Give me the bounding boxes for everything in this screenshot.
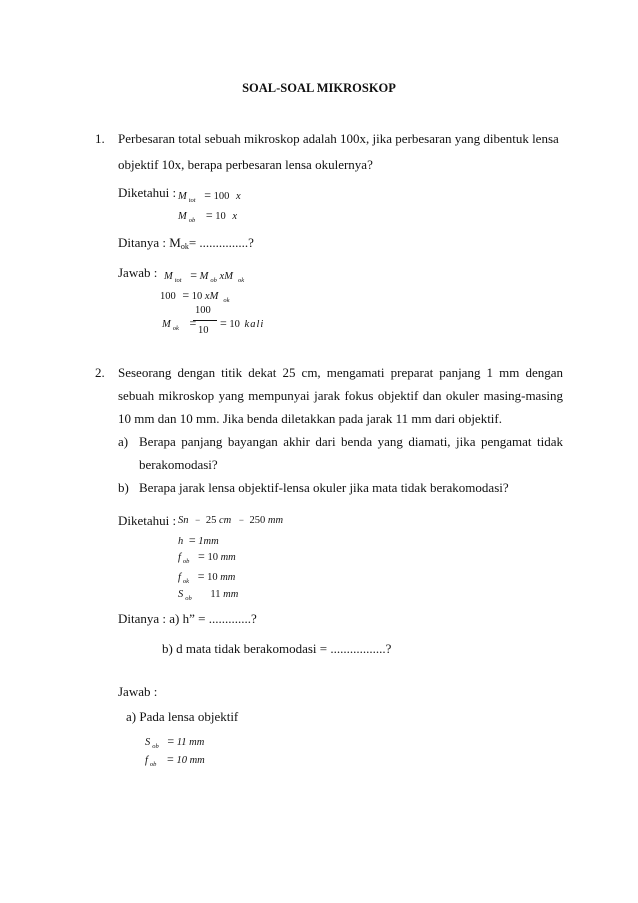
q2-part-b-text: Berapa jarak lensa objektif-lensa okuler jika mata tidak berakomodasi?	[139, 480, 509, 495]
value-10-mm: 10 mm	[176, 755, 205, 766]
q2-given-h	[178, 533, 219, 548]
value-10: 10	[207, 572, 218, 583]
symbol-xM: xM	[219, 271, 233, 282]
q1-answer-line-1	[164, 268, 244, 283]
value-10: 10	[215, 211, 226, 222]
q1-fraction-bar	[193, 320, 217, 321]
symbol-xM: xM	[204, 291, 219, 302]
subscript-tot: tot	[188, 197, 196, 204]
unit-mm: mm	[220, 572, 236, 583]
question-1-line-2: objektif 10x, berapa perbesaran lensa okulernya?	[118, 157, 373, 172]
unit-cm: cm	[218, 515, 232, 526]
question-2-line-3: 10 mm dan 10 mm. Jika benda diletakkan pada jarak 11 mm dari objektif.	[118, 411, 503, 426]
value-1mm: 1mm	[198, 536, 219, 547]
q1-diketahui-label: Diketahui :	[118, 185, 177, 200]
value-10: 10	[191, 291, 203, 302]
q1-ditanya-label: Ditanya : M	[118, 235, 181, 250]
symbol-M: M	[162, 319, 171, 330]
q2-answer-fob	[145, 752, 205, 767]
q2-jawab-a: a) Pada lensa objektif	[126, 709, 239, 724]
symbol-f: f	[178, 572, 181, 583]
q1-fraction-numerator: 100	[195, 305, 211, 316]
symbol-M: M	[199, 271, 209, 282]
question-2-line-1: Seseorang dengan titik dekat 25 cm, mengamati preparat panjang 1 mm dengan	[118, 365, 563, 380]
equals-sign: =	[190, 268, 198, 282]
q2-diketahui-label: Diketahui :	[118, 513, 177, 528]
value-100: 100	[160, 291, 176, 302]
q2-given-sn	[178, 515, 283, 526]
q1-fraction-denominator: 10	[198, 325, 209, 336]
q2-ditanya-b: b) d mata tidak berakomodasi = .................?	[162, 641, 392, 656]
symbol-S: S	[145, 737, 151, 748]
equals-sign: =	[167, 752, 174, 766]
q2-given-sob	[178, 589, 238, 600]
value-10: 10	[229, 319, 240, 330]
value-25: 25	[205, 515, 217, 526]
q1-answer-line-3	[162, 316, 196, 331]
value-11: 11	[210, 589, 221, 600]
q2-given-fob	[178, 549, 236, 564]
minus-sign: −	[195, 515, 201, 525]
equals-sign: =	[188, 533, 196, 547]
subscript-ok: ok	[237, 277, 245, 284]
unit-mm: mm	[223, 589, 239, 600]
q2-given-fok	[178, 569, 235, 584]
subscript-ob: ob	[188, 217, 196, 224]
equals-sign: =	[220, 316, 227, 330]
q2-part-a-label: a)	[118, 434, 129, 449]
subscript-ok: ok	[182, 578, 190, 585]
equals-sign: =	[205, 208, 213, 222]
subscript-ok: ok	[223, 297, 230, 304]
question-2-line-2: sebuah mikroskop yang mempunyai jarak fokus objektif dan okuler masing-masing	[118, 388, 563, 403]
q2-part-a-line-1: Berapa panjang bayangan akhir dari benda yang diamati, jika pengamat tidak	[139, 434, 563, 449]
equals-sign: =	[167, 734, 175, 748]
value-10: 10	[207, 552, 218, 563]
symbol-M: M	[178, 191, 187, 202]
q1-given-mob	[178, 208, 237, 223]
equals-sign: =	[197, 569, 205, 583]
q1-ditanya-sub: ok	[180, 242, 189, 251]
q2-answer-sob	[145, 734, 204, 749]
symbol-h: h	[178, 536, 184, 547]
equals-sign: =	[182, 288, 190, 302]
q2-part-b-label: b)	[118, 480, 129, 495]
symbol-x: x	[232, 211, 238, 222]
symbol-x: x	[236, 191, 241, 202]
q2-jawab-label: Jawab :	[118, 684, 158, 699]
question-2-number: 2.	[95, 365, 105, 380]
subscript-ok: ok	[172, 325, 179, 332]
equals-sign: =	[198, 549, 205, 563]
q1-jawab-label: Jawab :	[118, 265, 158, 280]
q1-ditanya-rest: = ...............?	[188, 235, 254, 250]
value-11-mm: 11 mm	[176, 737, 205, 748]
equals-sign: =	[204, 188, 212, 202]
q1-answer-line-2	[160, 288, 229, 303]
unit-mm: mm	[267, 515, 284, 526]
question-1-line-1	[118, 131, 563, 147]
symbol-f: f	[145, 755, 148, 766]
value-250: 250	[249, 515, 266, 526]
symbol-M: M	[178, 211, 187, 222]
value-100: 100	[213, 191, 230, 202]
q1-answer-result	[220, 316, 264, 331]
subscript-ob: ob	[210, 277, 217, 284]
subscript-tot: tot	[174, 277, 182, 284]
question-1-text-1: Perbesaran total sebuah mikroskop adalah 100x, jika perbesaran yang dibentuk lensa	[118, 131, 559, 146]
question-1-number: 1.	[95, 131, 105, 146]
subscript-ob: ob	[185, 595, 192, 602]
subscript-ob: ob	[182, 558, 190, 565]
minus-sign: −	[238, 515, 244, 525]
symbol-f: f	[178, 552, 181, 563]
page-title: SOAL-SOAL MIKROSKOP	[242, 81, 396, 95]
q2-part-a-line-2: berakomodasi?	[139, 457, 218, 472]
symbol-Sn: Sn	[178, 515, 189, 526]
symbol-M: M	[164, 271, 173, 282]
unit-mm: mm	[220, 552, 236, 563]
equals-sign: =	[189, 316, 197, 330]
q2-ditanya-a: Ditanya : a) h” = .............?	[118, 611, 257, 626]
subscript-ob: ob	[149, 761, 157, 768]
word-kali: kali	[244, 319, 265, 330]
q1-ditanya	[118, 235, 254, 253]
q1-given-mtot	[178, 188, 241, 203]
subscript-ob: ob	[152, 743, 159, 750]
symbol-S: S	[178, 589, 184, 600]
